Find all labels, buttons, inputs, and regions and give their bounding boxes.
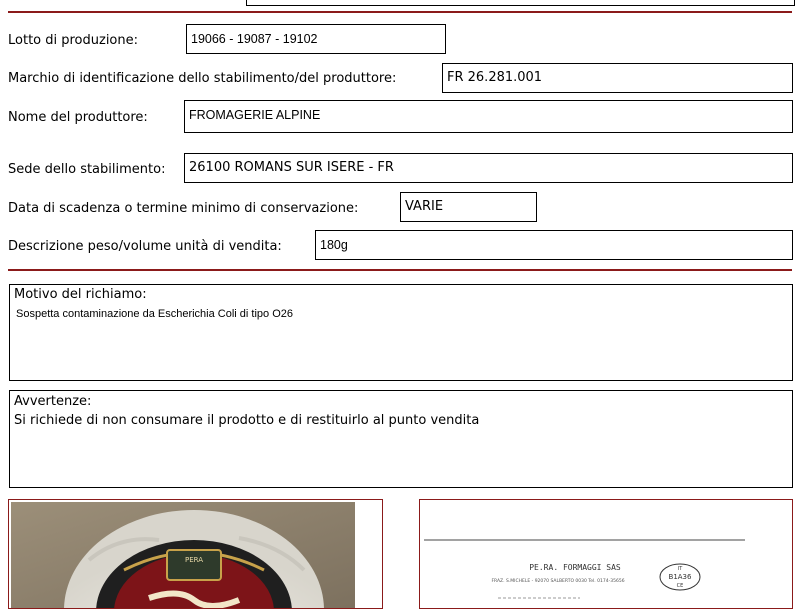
producer-label: Nome del produttore:: [8, 110, 148, 125]
product-photo: [9, 500, 383, 609]
photo-brand-text: PERA: [184, 556, 204, 564]
stamp-top: IT: [677, 566, 683, 572]
site-field[interactable]: 26100 ROMANS SUR ISERE - FR: [184, 153, 793, 183]
mark-label: Marchio di identificazione dello stabilimento/del produttore:: [8, 71, 397, 86]
warning-text: Si richiede di non consumare il prodotto e di restituirlo al punto vendita: [14, 413, 480, 428]
weight-field[interactable]: 180g: [315, 230, 793, 260]
site-label: Sede dello stabilimento:: [8, 162, 166, 177]
expiry-label: Data di scadenza o termine minimo di conservazione:: [8, 201, 359, 216]
section-divider: [8, 269, 792, 271]
lot-field[interactable]: 19066 - 19087 - 19102: [186, 24, 446, 54]
weight-label: Descrizione peso/volume unità di vendita:: [8, 239, 282, 254]
stamp-code: B1A36: [668, 573, 692, 581]
label-photo: [420, 500, 793, 609]
expiry-field[interactable]: VARIE: [400, 192, 537, 222]
warning-title: Avvertenze:: [14, 394, 92, 409]
stamp-bottom: CE: [676, 583, 684, 589]
label-address: FRAZ. S.MICHELE - 92070 SALBERTO 0030 Tel. 0174-35656: [491, 579, 625, 584]
top-cutoff-field: [246, 0, 795, 6]
warning-panel: [9, 390, 793, 488]
mark-field[interactable]: FR 26.281.001: [442, 63, 793, 93]
producer-field[interactable]: FROMAGERIE ALPINE: [184, 100, 793, 133]
label-photo-frame: [419, 499, 793, 609]
recall-text: Sospetta contaminazione da Escherichia Coli di tipo O26: [16, 308, 293, 320]
top-divider: [8, 11, 792, 13]
product-photo-frame: [8, 499, 383, 609]
recall-title: Motivo del richiamo:: [14, 287, 147, 302]
lot-label: Lotto di produzione:: [8, 33, 139, 48]
label-company: PE.RA. FORMAGGI SAS: [529, 563, 621, 572]
recall-panel: [9, 284, 793, 381]
